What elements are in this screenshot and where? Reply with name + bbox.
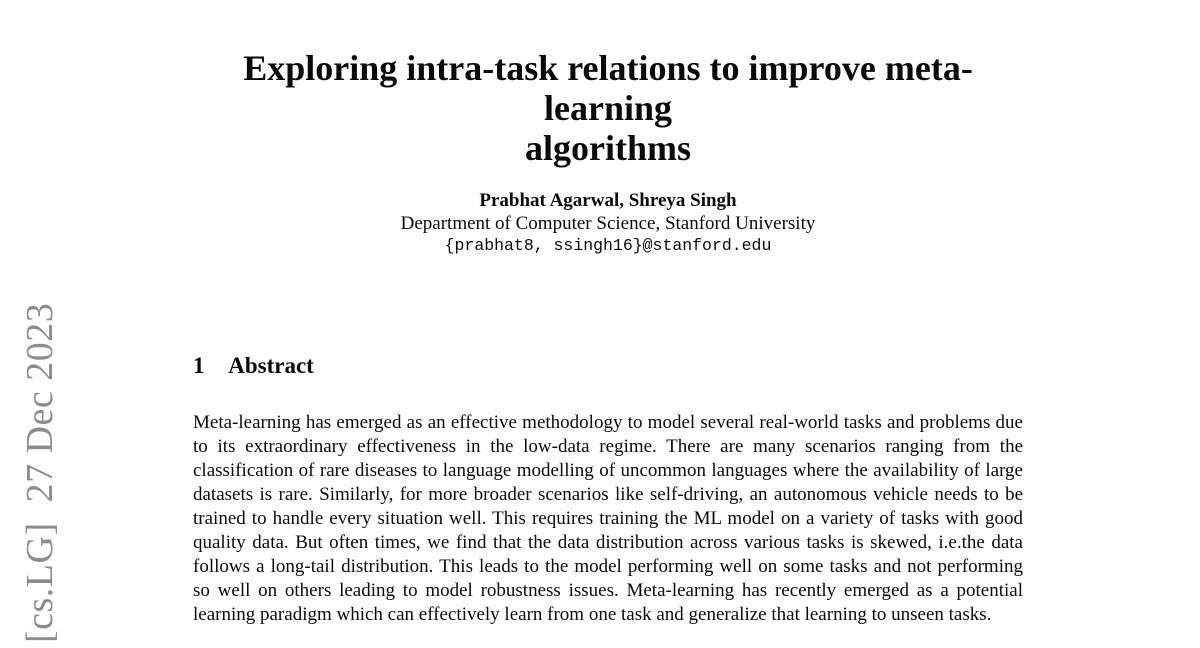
authors-block (193, 190, 1023, 258)
section-title: Abstract (228, 353, 314, 378)
affiliation-line: Department of Computer Science, Stanford University (400, 212, 816, 234)
section-number: 1 (193, 353, 205, 378)
paper-content (193, 0, 1023, 648)
section-heading (193, 352, 314, 380)
paper-title-line-2: algorithms (525, 128, 691, 168)
abstract-paragraph: Meta-learning has emerged as an effective methodology to model several real-world tasks and problems due to its extraordinary effectiveness in the low-data regime. There are many scenarios ranging from the classification of rare diseases to language modelling of uncommon languages where the availability of large datasets is rare. Similarly, for more broader scenarios like self-driving, an autonomous vehicle needs to be trained to handle every situation well. This requires training the ML model on a variety of tasks with good quality data. But often times, we find that the data distribution across various tasks is skewed, i.e.the data follows a long-tail distribution. This leads to the model performing well on some tasks and not performing so well on others leading to model robustness issues. Meta-learning has recently emerged as a potential learning paradigm which can effectively learn from one task and generalize that learning to unseen tasks. (193, 412, 1023, 625)
paper-title (193, 48, 1023, 168)
paper-title-line-1: Exploring intra-task relations to improve meta-learning (243, 48, 973, 128)
email-line: {prabhat8, ssingh16}@stanford.edu (444, 236, 772, 255)
authors-line: Prabhat Agarwal, Shreya Singh (479, 190, 737, 211)
arxiv-watermark: [cs.LG] 27 Dec 2023 (19, 302, 61, 643)
